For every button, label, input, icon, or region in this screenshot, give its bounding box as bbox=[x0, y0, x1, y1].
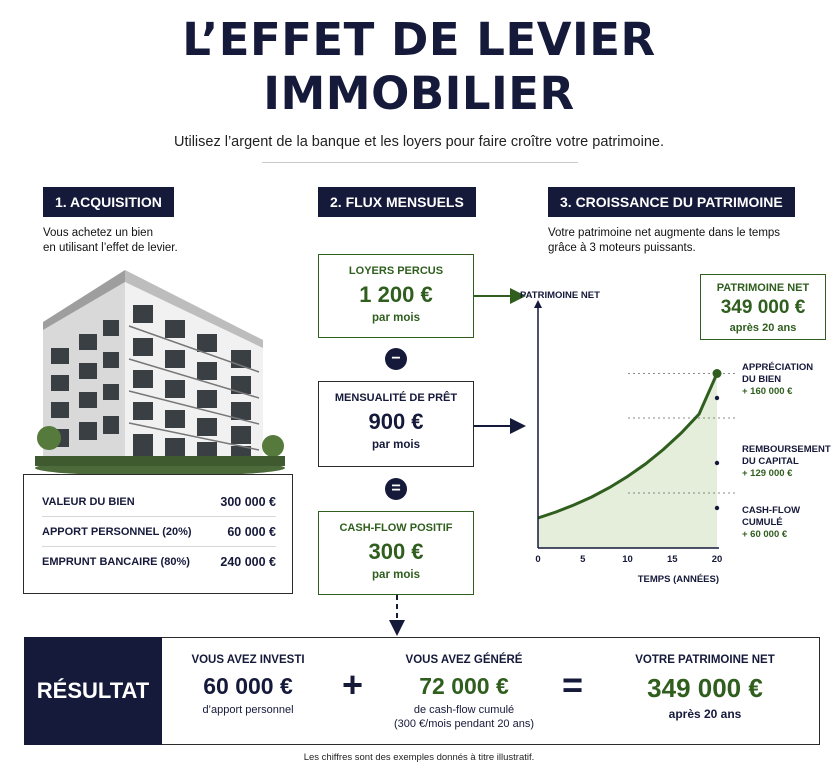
minus-icon: − bbox=[385, 348, 407, 370]
segment-value: + 60 000 € bbox=[742, 529, 788, 540]
segment-value: + 160 000 € bbox=[742, 386, 793, 397]
acquisition-desc-line-1: Vous achetez un bien bbox=[43, 227, 153, 239]
resultat-patrimoine bbox=[600, 654, 810, 721]
chart-area bbox=[538, 374, 717, 549]
mensualite-label: MENSUALITÉ DE PRÊT bbox=[334, 392, 458, 404]
callout-value: 349 000 € bbox=[720, 297, 806, 318]
callout-label: PATRIMOINE NET bbox=[716, 282, 810, 294]
croissance-desc bbox=[548, 226, 780, 256]
chart-endpoint bbox=[713, 369, 722, 378]
invested-value: 60 000 € bbox=[203, 673, 293, 699]
subtitle: Utilisez l’argent de la banque et les loyers pour faire croître votre patrimoine. bbox=[173, 134, 665, 150]
segment-label-line: REMBOURSEMENT bbox=[742, 444, 831, 455]
resultat-invested bbox=[168, 654, 328, 717]
acquisition-desc-line-2: en utilisant l’effet de levier. bbox=[43, 242, 178, 254]
x-tick-label: 10 bbox=[622, 554, 633, 565]
row-value: 240 000 € bbox=[220, 555, 276, 569]
resultat-label: RÉSULTAT bbox=[24, 637, 162, 745]
row-label: VALEUR DU BIEN bbox=[42, 496, 135, 508]
segment-dot bbox=[715, 396, 719, 400]
cashflow-value: 300 € bbox=[368, 539, 424, 564]
x-tick-label: 0 bbox=[535, 554, 541, 565]
row-value: 300 000 € bbox=[220, 495, 276, 509]
section-heading-croissance: 3. CROISSANCE DU PATRIMOINE bbox=[548, 187, 795, 217]
x-tick-label: 15 bbox=[666, 554, 678, 565]
mensualite-unit: par mois bbox=[372, 439, 420, 451]
cashflow-unit: par mois bbox=[372, 569, 420, 581]
resultat-generated bbox=[378, 654, 550, 731]
croissance-desc-line-1: Votre patrimoine net augmente dans le temps bbox=[548, 227, 781, 239]
x-tick-label: 20 bbox=[711, 554, 723, 565]
generated-sub-2: (300 €/mois pendant 20 ans) bbox=[393, 718, 535, 730]
equals-result-icon: = bbox=[562, 664, 584, 705]
segment-label-line: CUMULÉ bbox=[742, 517, 783, 528]
invested-sub: d’apport personnel bbox=[202, 704, 294, 716]
segment-label-line: CASH-FLOW bbox=[742, 505, 801, 516]
patrimoine-heading: VOTRE PATRIMOINE NET bbox=[635, 654, 775, 666]
generated-sub-1: de cash-flow cumulé bbox=[413, 704, 515, 716]
mensualite-value: 900 € bbox=[368, 409, 424, 434]
segment-label-cashflow bbox=[742, 505, 800, 541]
segment-dot bbox=[715, 461, 719, 465]
title-line-1: L’EFFET DE LEVIER bbox=[182, 13, 656, 66]
patrimoine-sub: après 20 ans bbox=[668, 707, 742, 721]
croissance-desc-line-2: grâce à 3 moteurs puissants. bbox=[548, 242, 696, 254]
generated-value: 72 000 € bbox=[419, 673, 509, 699]
row-value: 60 000 € bbox=[227, 525, 276, 539]
segment-label-line: DU CAPITAL bbox=[742, 456, 799, 467]
loyers-unit: par mois bbox=[372, 312, 420, 324]
footnote: Les chiffres sont des exemples donnés à titre illustratif. bbox=[303, 752, 535, 763]
segment-label-line: APPRÉCIATION bbox=[742, 362, 814, 373]
x-tick-label: 5 bbox=[580, 554, 586, 565]
segment-value: + 129 000 € bbox=[742, 468, 793, 479]
segment-dot bbox=[715, 506, 719, 510]
plus-icon: + bbox=[342, 664, 364, 705]
equals-icon: = bbox=[385, 478, 407, 500]
y-axis-label: PATRIMOINE NET bbox=[520, 290, 600, 301]
section-heading-flux: 2. FLUX MENSUELS bbox=[318, 187, 476, 217]
callout-sub: après 20 ans bbox=[729, 322, 797, 334]
cashflow-label: CASH-FLOW POSITIF bbox=[339, 522, 453, 534]
y-axis-arrow bbox=[534, 300, 542, 308]
generated-heading: VOUS AVEZ GÉNÉRÉ bbox=[405, 654, 523, 666]
x-axis-label: TEMPS (ANNÉES) bbox=[637, 574, 719, 585]
patrimoine-value: 349 000 € bbox=[647, 673, 763, 703]
loyers-value: 1 200 € bbox=[359, 282, 433, 307]
row-label: EMPRUNT BANCAIRE (80%) bbox=[42, 556, 190, 568]
title-line-2: IMMOBILIER bbox=[263, 67, 575, 120]
segment-label-remboursement bbox=[742, 444, 831, 480]
loyers-label: LOYERS PERCUS bbox=[348, 265, 444, 277]
segment-label-appreciation bbox=[742, 362, 813, 398]
segment-label-line: DU BIEN bbox=[742, 374, 782, 385]
section-heading-acquisition: 1. ACQUISITION bbox=[43, 187, 174, 217]
row-label: APPORT PERSONNEL (20%) bbox=[42, 526, 192, 538]
patrimoine-chart bbox=[520, 290, 838, 590]
invested-heading: VOUS AVEZ INVESTI bbox=[191, 654, 305, 666]
